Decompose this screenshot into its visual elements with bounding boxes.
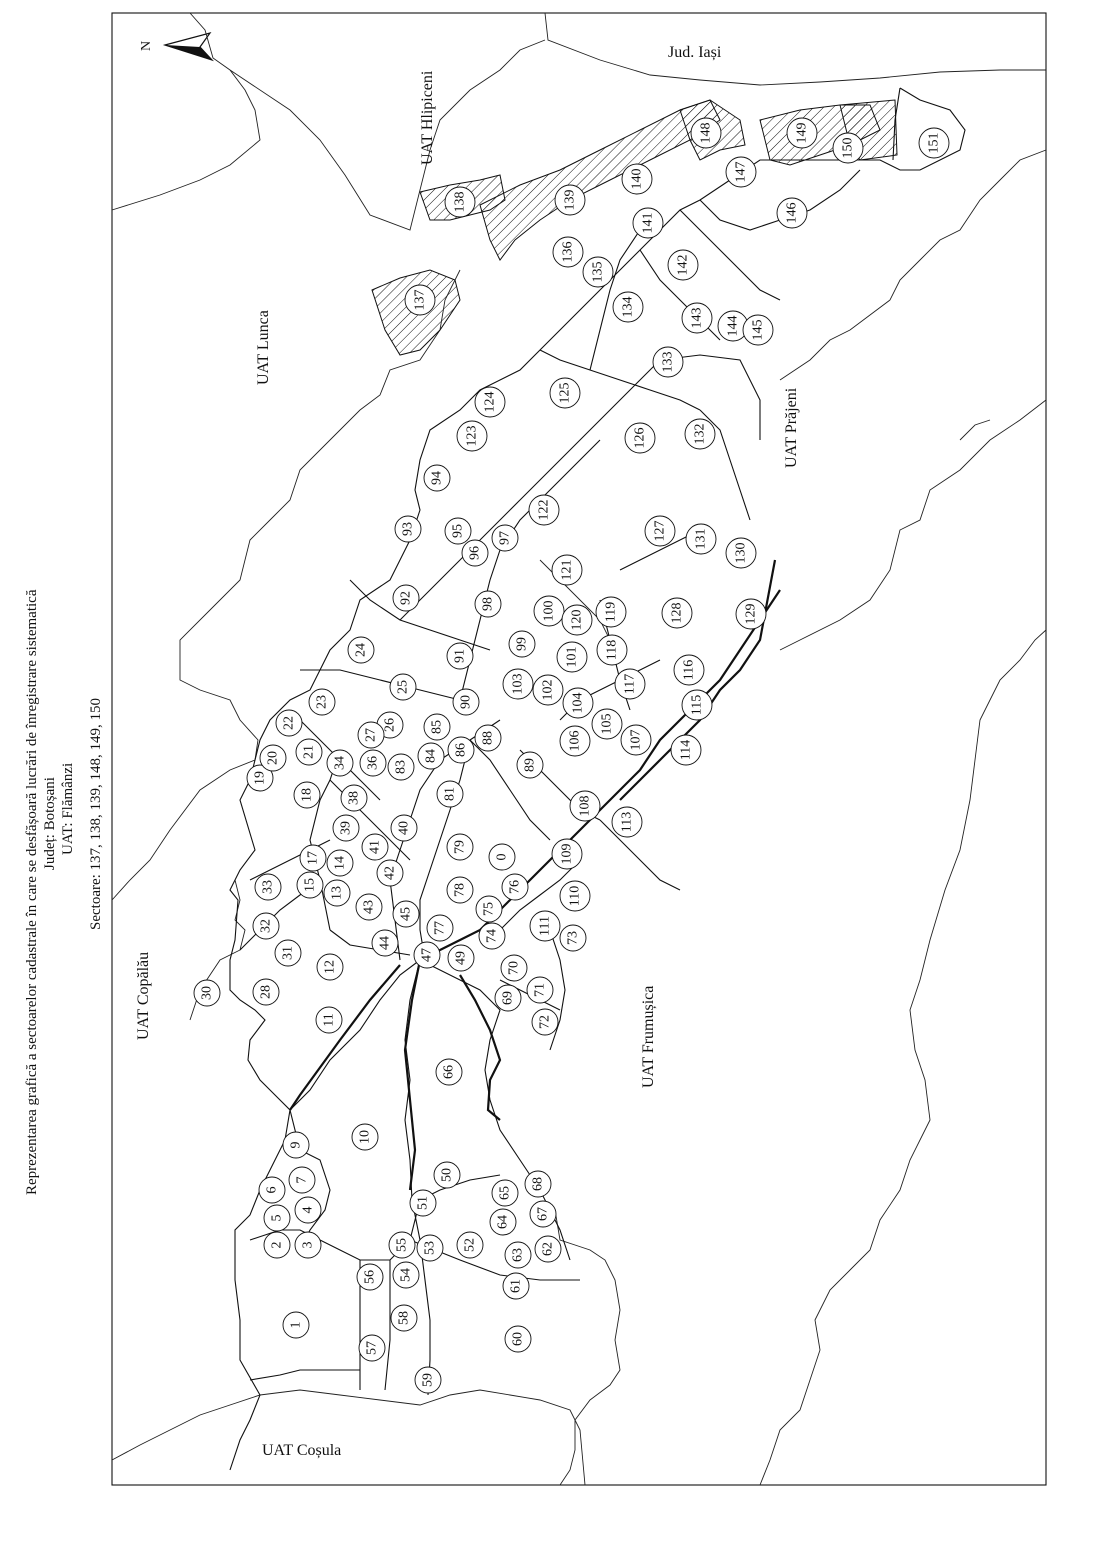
sector-marker-32 [253,913,279,939]
sector-number: 104 [570,692,586,714]
sector-number: 69 [500,991,516,1005]
sector-number: 61 [508,1279,524,1293]
sector-number: 141 [640,212,656,234]
sector-number: 6 [264,1186,280,1194]
sector-marker-33 [255,874,281,900]
sector-marker-39 [333,815,359,841]
sector-number: 38 [346,791,362,805]
sector-number: 49 [453,951,469,965]
sector-number: 99 [514,637,530,651]
sector-marker-148 [691,118,721,148]
sector-marker-137 [405,285,435,315]
sector-number: 63 [510,1248,526,1262]
sector-number: 111 [537,916,553,936]
sector-number: 84 [423,749,439,763]
label-uat-frumusica: UAT Frumușica [640,985,657,1088]
sector-number: 124 [482,391,498,413]
sector-number: 89 [522,758,538,772]
sector-marker-100 [534,596,564,626]
sector-marker-11 [316,1007,342,1033]
sector-number: 67 [535,1207,551,1221]
sector-number: 41 [367,840,383,854]
sector-marker-127 [645,516,675,546]
sector-number: 52 [462,1238,478,1252]
title-line-4: Sectoare: 137, 138, 139, 148, 149, 150 [88,697,104,930]
sector-marker-72 [532,1009,558,1035]
sector-number: 11 [321,1013,337,1027]
sector-number: 143 [689,307,705,329]
sector-marker-49 [448,945,474,971]
sector-number: 34 [332,756,348,770]
sector-marker-34 [327,750,353,776]
sector-number: 106 [567,730,583,752]
sector-marker-123 [457,421,487,451]
sector-marker-105 [592,709,622,739]
sector-number: 26 [382,718,398,732]
sector-number: 14 [332,856,348,870]
sector-number: 40 [396,821,412,835]
sector-number: 62 [540,1242,556,1256]
sector-marker-124 [475,387,505,417]
sector-number: 15 [302,878,318,892]
sector-number: 132 [692,423,708,445]
sector-marker-96 [462,540,488,566]
sector-marker-63 [505,1242,531,1268]
sector-marker-4 [295,1197,321,1223]
sector-marker-132 [685,419,715,449]
sector-number: 135 [590,261,606,283]
sector-number: 102 [540,679,556,701]
sector-number: 13 [329,886,345,900]
sector-number: 123 [464,425,480,447]
sector-number: 78 [452,883,468,897]
sector-marker-17 [300,845,326,871]
label-uat-cosula: UAT Coșula [262,1442,342,1459]
sector-number: 95 [450,524,466,538]
sector-marker-111 [530,911,560,941]
sector-marker-121 [552,555,582,585]
sector-marker-107 [621,725,651,755]
sector-marker-103 [503,669,533,699]
sector-number: 77 [432,921,448,935]
label-jud-iasi: Jud. Iași [668,44,722,61]
sector-number: 31 [280,946,296,960]
sector-number: 75 [481,902,497,916]
sector-number: 151 [926,132,942,154]
sector-marker-65 [492,1180,518,1206]
sector-marker-86 [448,737,474,763]
sector-marker-1 [283,1312,309,1338]
sector-marker-55 [389,1232,415,1258]
sector-marker-83 [388,754,414,780]
sector-number: 51 [415,1196,431,1210]
sector-marker-6 [259,1177,285,1203]
sector-number: 5 [269,1214,285,1222]
sector-marker-133 [653,347,683,377]
sector-number: 90 [458,695,474,709]
sector-number: 134 [620,296,636,318]
sector-marker-24 [348,637,374,663]
sector-number: 56 [362,1270,378,1284]
sector-marker-114 [671,735,701,765]
sector-number: 19 [252,771,268,785]
sector-marker-151 [919,128,949,158]
sector-marker-104 [563,688,593,718]
sector-marker-41 [362,834,388,860]
sector-number: 66 [441,1065,457,1079]
sector-marker-58 [391,1305,417,1331]
sector-marker-3 [295,1232,321,1258]
sector-number: 73 [565,931,581,945]
sector-number: 138 [452,191,468,213]
sector-marker-92 [393,585,419,611]
north-arrow-icon [139,33,212,60]
sector-marker-81 [437,781,463,807]
sector-marker-140 [622,164,652,194]
sector-number: 17 [305,851,321,865]
sector-marker-14 [327,850,353,876]
sector-number: 116 [681,659,697,681]
sector-marker-131 [686,524,716,554]
sector-marker-9 [283,1132,309,1158]
sector-number: 64 [495,1215,511,1229]
sector-number: 7 [294,1176,310,1184]
sector-number: 146 [784,202,800,224]
sector-marker-129 [736,599,766,629]
sector-marker-138 [445,187,475,217]
sector-marker-88 [475,725,501,751]
sector-marker-12 [317,954,343,980]
sector-marker-67 [530,1201,556,1227]
sector-marker-145 [743,315,773,345]
title-line-3: UAT: Flămânzi [60,762,76,855]
sector-marker-54 [393,1262,419,1288]
sector-number: 74 [484,929,500,943]
sector-marker-110 [560,881,590,911]
sector-marker-128 [662,598,692,628]
label-uat-hlipiceni: UAT Hlipiceni [419,70,436,165]
sector-number: 103 [510,673,526,695]
sector-marker-136 [553,237,583,267]
sector-number: 100 [541,600,557,622]
sector-marker-134 [613,292,643,322]
sector-marker-85 [424,714,450,740]
sector-marker-68 [525,1171,551,1197]
sector-number: 68 [530,1177,546,1191]
sector-marker-59 [415,1367,441,1393]
sector-marker-0 [489,844,515,870]
sector-number: 70 [506,961,522,975]
sector-marker-78 [447,877,473,903]
sector-marker-5 [264,1205,290,1231]
sector-marker-101 [557,642,587,672]
sector-number: 72 [537,1015,553,1029]
sector-number: 93 [400,522,416,536]
sector-number: 25 [395,680,411,694]
sector-number: 131 [693,528,709,550]
sector-marker-99 [509,631,535,657]
sector-number: 127 [652,520,668,542]
sector-number: 118 [604,639,620,661]
sector-marker-120 [562,605,592,635]
sector-marker-30 [194,980,220,1006]
sector-marker-71 [527,977,553,1003]
sector-marker-98 [475,591,501,617]
label-uat-prajeni: UAT Prăjeni [783,387,800,468]
sector-number: 30 [199,986,215,1000]
uat-outline [230,88,965,1470]
sector-marker-44 [372,930,398,956]
sector-marker-23 [309,689,335,715]
sector-number: 4 [300,1206,316,1214]
sector-marker-94 [424,465,450,491]
sector-number: 24 [353,643,369,657]
sector-number: 101 [564,646,580,668]
sector-number: 98 [480,597,496,611]
sector-marker-90 [453,689,479,715]
map-title-block [24,589,104,1195]
sector-number: 18 [299,788,315,802]
sector-number: 85 [429,720,445,734]
sector-marker-102 [533,675,563,705]
sector-number: 129 [743,603,759,625]
sector-number: 115 [689,694,705,716]
sector-number: 33 [260,880,276,894]
sector-marker-117 [615,669,645,699]
sector-number: 140 [629,168,645,190]
sector-number: 107 [628,729,644,751]
sector-number: 130 [733,542,749,564]
sector-number: 110 [567,885,583,907]
sector-marker-119 [596,597,626,627]
sector-marker-125 [550,378,580,408]
sector-number: 147 [733,161,749,183]
sector-marker-122 [529,495,559,525]
sector-marker-27 [358,722,384,748]
sector-marker-57 [359,1335,385,1361]
sector-number: 36 [365,756,381,770]
sector-number: 50 [439,1168,455,1182]
sector-number: 144 [725,315,741,337]
sector-number: 86 [453,743,469,757]
sector-number: 1 [288,1321,304,1329]
sector-marker-118 [597,635,627,665]
sector-marker-45 [393,901,419,927]
sector-marker-42 [377,860,403,886]
sector-marker-143 [682,303,712,333]
sector-marker-20 [260,745,286,771]
sector-marker-141 [633,208,663,238]
north-label: N [139,40,154,51]
sector-marker-109 [552,839,582,869]
sector-marker-91 [447,643,473,669]
sector-number: 121 [559,559,575,581]
sector-marker-51 [410,1190,436,1216]
sector-number: 83 [393,760,409,774]
sector-number: 27 [363,728,379,742]
sector-number: 97 [497,531,513,545]
sector-number: 59 [420,1373,436,1387]
sector-marker-106 [560,726,590,756]
sector-number: 65 [497,1186,513,1200]
sector-number: 109 [559,843,575,865]
sector-number: 0 [494,853,510,861]
sector-marker-126 [625,423,655,453]
sector-marker-52 [457,1232,483,1258]
sector-number: 55 [394,1238,410,1252]
sector-number: 128 [669,602,685,624]
sector-number: 9 [288,1141,304,1149]
sector-marker-135 [583,257,613,287]
sector-marker-31 [275,940,301,966]
sector-marker-47 [414,942,440,968]
sector-number: 47 [419,948,435,962]
sector-marker-64 [490,1209,516,1235]
sector-number: 149 [794,122,810,144]
sector-number: 122 [536,499,552,521]
sector-number: 113 [619,811,635,833]
sector-marker-21 [296,739,322,765]
sector-marker-139 [555,185,585,215]
label-uat-copalau: UAT Copălău [135,951,152,1040]
sector-number: 125 [557,382,573,404]
sector-number: 105 [599,713,615,735]
sector-marker-66 [436,1059,462,1085]
sector-number: 20 [265,751,281,765]
sector-marker-149 [787,118,817,148]
sector-number: 94 [429,471,445,485]
sector-number: 120 [569,609,585,631]
sector-marker-70 [501,955,527,981]
sector-marker-13 [324,880,350,906]
sector-number: 88 [480,731,496,745]
sector-number: 79 [452,840,468,854]
sector-marker-43 [356,894,382,920]
sector-marker-130 [726,538,756,568]
sector-marker-77 [427,915,453,941]
sector-number: 114 [678,739,694,761]
sector-number: 3 [300,1241,316,1249]
sector-marker-74 [479,923,505,949]
sector-marker-38 [341,785,367,811]
sector-marker-76 [502,874,528,900]
sector-number: 45 [398,907,414,921]
sector-number: 117 [622,673,638,695]
sector-marker-61 [503,1273,529,1299]
sector-number: 126 [632,427,648,449]
sector-number: 28 [258,985,274,999]
title-line-2: Județ: Botoșani [42,777,58,870]
sector-number: 22 [281,716,297,730]
sector-number: 10 [357,1130,373,1144]
sector-number: 96 [467,546,483,560]
sector-139-area [480,100,720,260]
sector-marker-93 [395,516,421,542]
sector-number: 150 [840,137,856,159]
sector-number: 136 [560,241,576,263]
sector-marker-146 [777,198,807,228]
sector-number: 133 [660,351,676,373]
sector-marker-84 [418,743,444,769]
sector-number: 91 [452,649,468,663]
sector-marker-150 [833,133,863,163]
sector-marker-60 [505,1326,531,1352]
sector-marker-28 [253,979,279,1005]
sector-marker-97 [492,525,518,551]
sector-marker-115 [682,690,712,720]
sector-marker-69 [495,985,521,1011]
sector-marker-36 [360,750,386,776]
sector-number: 139 [562,189,578,211]
sector-marker-95 [445,518,471,544]
sector-number: 2 [269,1241,285,1249]
sector-number: 54 [398,1268,414,1282]
sector-number: 108 [577,795,593,817]
sector-number: 137 [412,289,428,311]
sector-markers [194,118,949,1393]
sector-number: 119 [603,601,619,623]
sector-number: 39 [338,821,354,835]
sector-marker-75 [476,896,502,922]
sector-marker-108 [570,791,600,821]
sector-marker-79 [447,834,473,860]
sector-marker-22 [276,710,302,736]
sector-marker-116 [674,655,704,685]
sector-number: 12 [322,960,338,974]
sector-marker-25 [390,674,416,700]
sector-number: 43 [361,900,377,914]
sector-marker-56 [357,1264,383,1290]
sector-number: 81 [442,787,458,801]
sector-marker-73 [560,925,586,951]
sector-marker-18 [294,782,320,808]
sector-number: 58 [396,1311,412,1325]
sector-number: 21 [301,745,317,759]
title-line-1: Reprezentarea grafică a sectoarelor cadastrale în care se desfășoară lucrări de înregistrare sistematică [24,589,40,1195]
sector-marker-40 [391,815,417,841]
sector-number: 32 [258,919,274,933]
sector-number: 57 [364,1341,380,1355]
sector-marker-142 [668,250,698,280]
sector-marker-7 [289,1167,315,1193]
sector-marker-15 [297,872,323,898]
sector-marker-50 [434,1162,460,1188]
sector-number: 76 [507,880,523,894]
sector-marker-53 [417,1235,443,1261]
sector-marker-147 [726,157,756,187]
sector-number: 60 [510,1332,526,1346]
sector-number: 148 [698,122,714,144]
sector-marker-2 [264,1232,290,1258]
sector-marker-89 [517,752,543,778]
sector-number: 92 [398,591,414,605]
sector-number: 71 [532,983,548,997]
sector-number: 42 [382,866,398,880]
sector-number: 53 [422,1241,438,1255]
sector-number: 44 [377,936,393,950]
sector-number: 142 [675,254,691,276]
label-uat-lunca: UAT Lunca [255,310,272,385]
sector-marker-62 [535,1236,561,1262]
sector-marker-10 [352,1124,378,1150]
sector-number: 145 [750,319,766,341]
sector-marker-113 [612,807,642,837]
sector-number: 23 [314,695,330,709]
